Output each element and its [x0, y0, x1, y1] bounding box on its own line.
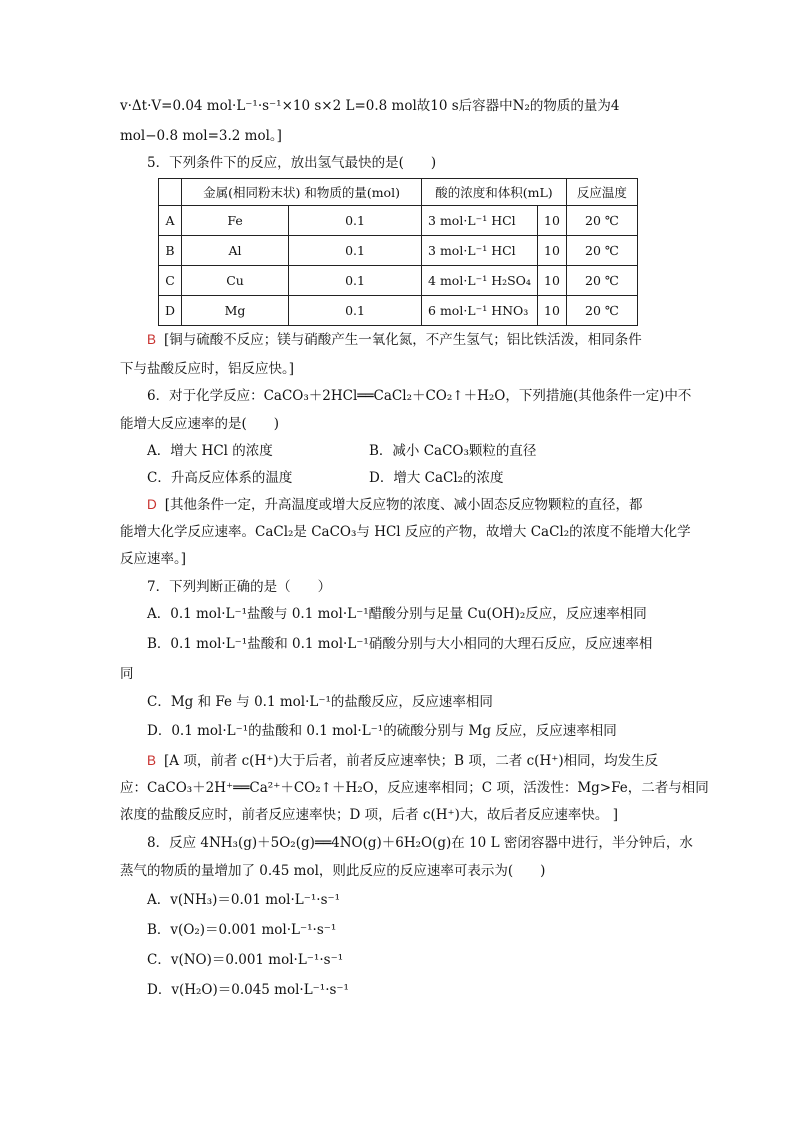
- q5-expl-text: [铜与硫酸不反应；镁与硝酸产生一氧化氮，不产生氢气；铝比铁活泼，相同条件: [164, 332, 642, 348]
- q8-stem-1: 8．反应 4NH₃(g)＋5O₂(g)══4NO(g)＋6H₂O(g)在 10 L 密闭容器中进行，半分钟后，水: [147, 835, 693, 851]
- q6-options-ab: [147, 442, 680, 460]
- acid-cell: 6 mol·L⁻¹ HNO₃: [422, 296, 538, 326]
- table-row: [159, 296, 638, 326]
- temp-cell: 20 ℃: [566, 296, 637, 326]
- q6-answer: D: [147, 497, 157, 512]
- temp-cell: 20 ℃: [566, 206, 637, 236]
- q7-explanation-1: [147, 752, 680, 770]
- q8-option-b: B．v(O₂)＝0.001 mol·L⁻¹·s⁻¹: [147, 922, 337, 938]
- q7-expl-text: [A 项，前者 c(H⁺)大于后者，前者反应速率快；B 项，二者 c(H⁺)相同，均发生反: [164, 753, 659, 769]
- amount-cell: 0.1: [289, 236, 422, 266]
- volume-cell: 10: [538, 236, 567, 266]
- continued-text-line-2: mol−0.8 mol=3.2 mol。]: [120, 128, 282, 144]
- q7-option-c: C．Mg 和 Fe 与 0.1 mol·L⁻¹的盐酸反应，反应速率相同: [147, 694, 493, 710]
- acid-cell: 3 mol·L⁻¹ HCl: [422, 206, 538, 236]
- table-row: [159, 236, 638, 266]
- acid-cell: 3 mol·L⁻¹ HCl: [422, 236, 538, 266]
- q8-option-c: C．v(NO)＝0.001 mol·L⁻¹·s⁻¹: [147, 952, 344, 968]
- q6-stem-1: 6．对于化学反应：CaCO₃＋2HCl══CaCl₂＋CO₂↑＋H₂O，下列措施(其他条件一定)中不: [147, 388, 692, 404]
- metal-cell: Mg: [182, 296, 289, 326]
- amount-cell: 0.1: [289, 206, 422, 236]
- metal-cell: Cu: [182, 266, 289, 296]
- temp-cell: 20 ℃: [566, 236, 637, 266]
- q7-answer: B: [147, 753, 157, 768]
- q5-header-temp: 反应温度: [566, 179, 637, 206]
- table-row: [159, 206, 638, 236]
- q6-stem-2: 能增大反应速率的是( ): [120, 416, 280, 432]
- q7-option-d: D．0.1 mol·L⁻¹的盐酸和 0.1 mol·L⁻¹的硫酸分别与 Mg 反应，反应速率相同: [147, 723, 617, 739]
- q6-option-b: B．减小 CaCO₃颗粒的直径: [369, 443, 537, 459]
- q5-header-metal: 金属(相同粉末状) 和物质的量(mol): [182, 179, 422, 206]
- acid-cell: 4 mol·L⁻¹ H₂SO₄: [422, 266, 538, 296]
- volume-cell: 10: [538, 296, 567, 326]
- q7-explanation-3: 浓度的盐酸反应时，前者反应速率快；D 项，后者 c(H⁺)大，故后者反应速率快。 ]: [120, 807, 618, 823]
- q7-option-a: A．0.1 mol·L⁻¹盐酸与 0.1 mol·L⁻¹醋酸分别与足量 Cu(OH)₂反应，反应速率相同: [147, 606, 647, 622]
- metal-cell: Al: [182, 236, 289, 266]
- volume-cell: 10: [538, 266, 567, 296]
- q6-explanation-1: [147, 496, 680, 514]
- q6-explanation-3: 反应速率。]: [120, 551, 187, 567]
- amount-cell: 0.1: [289, 296, 422, 326]
- q5-explanation-1: [147, 331, 680, 349]
- temp-cell: 20 ℃: [566, 266, 637, 296]
- row-label: A: [159, 206, 182, 236]
- q6-option-a: A．增大 HCl 的浓度: [147, 443, 273, 459]
- row-label: B: [159, 236, 182, 266]
- q6-explanation-2: 能增大化学反应速率。CaCl₂是 CaCO₃与 HCl 反应的产物，故增大 CaCl₂的浓度不能增大化学: [120, 524, 691, 540]
- q7-option-b-2: 同: [120, 666, 134, 682]
- q6-option-c: C．升高反应体系的温度: [147, 470, 293, 486]
- amount-cell: 0.1: [289, 266, 422, 296]
- continued-text-line-1: v·Δt·V=0.04 mol·L⁻¹·s⁻¹×10 s×2 L=0.8 mol故10 s后容器中N₂的物质的量为4: [120, 98, 620, 114]
- q5-answer: B: [147, 332, 157, 347]
- q6-option-d: D．增大 CaCl₂的浓度: [369, 470, 504, 486]
- q6-options-cd: [147, 469, 680, 487]
- q8-stem-2: 蒸气的物质的量增加了 0.45 mol，则此反应的反应速率可表示为( ): [120, 863, 546, 879]
- table-row: [159, 266, 638, 296]
- q5-explanation-2: 下与盐酸反应时，铝反应快。]: [120, 361, 295, 377]
- metal-cell: Fe: [182, 206, 289, 236]
- q5-header-acid: 酸的浓度和体积(mL): [422, 179, 567, 206]
- q8-option-a: A．v(NH₃)＝0.01 mol·L⁻¹·s⁻¹: [147, 892, 341, 908]
- row-label: C: [159, 266, 182, 296]
- q5-table: [158, 178, 638, 326]
- q6-expl-text: [其他条件一定，升高温度或增大反应物的浓度、减小固态反应物颗粒的直径，都: [164, 497, 643, 513]
- q7-option-b-1: B．0.1 mol·L⁻¹盐酸和 0.1 mol·L⁻¹硝酸分别与大小相同的大理石反应，反应速率相: [147, 636, 653, 652]
- q7-explanation-2: 应：CaCO₃＋2H⁺══Ca²⁺＋CO₂↑＋H₂O，反应速率相同；C 项，活泼性：Mg>Fe，二者与相同: [120, 780, 709, 796]
- q7-stem: 7．下列判断正确的是（ ）: [147, 579, 332, 595]
- volume-cell: 10: [538, 206, 567, 236]
- q8-option-d: D．v(H₂O)＝0.045 mol·L⁻¹·s⁻¹: [147, 982, 349, 998]
- row-label: D: [159, 296, 182, 326]
- q5-stem: 5．下列条件下的反应，放出氢气最快的是( ): [147, 155, 437, 171]
